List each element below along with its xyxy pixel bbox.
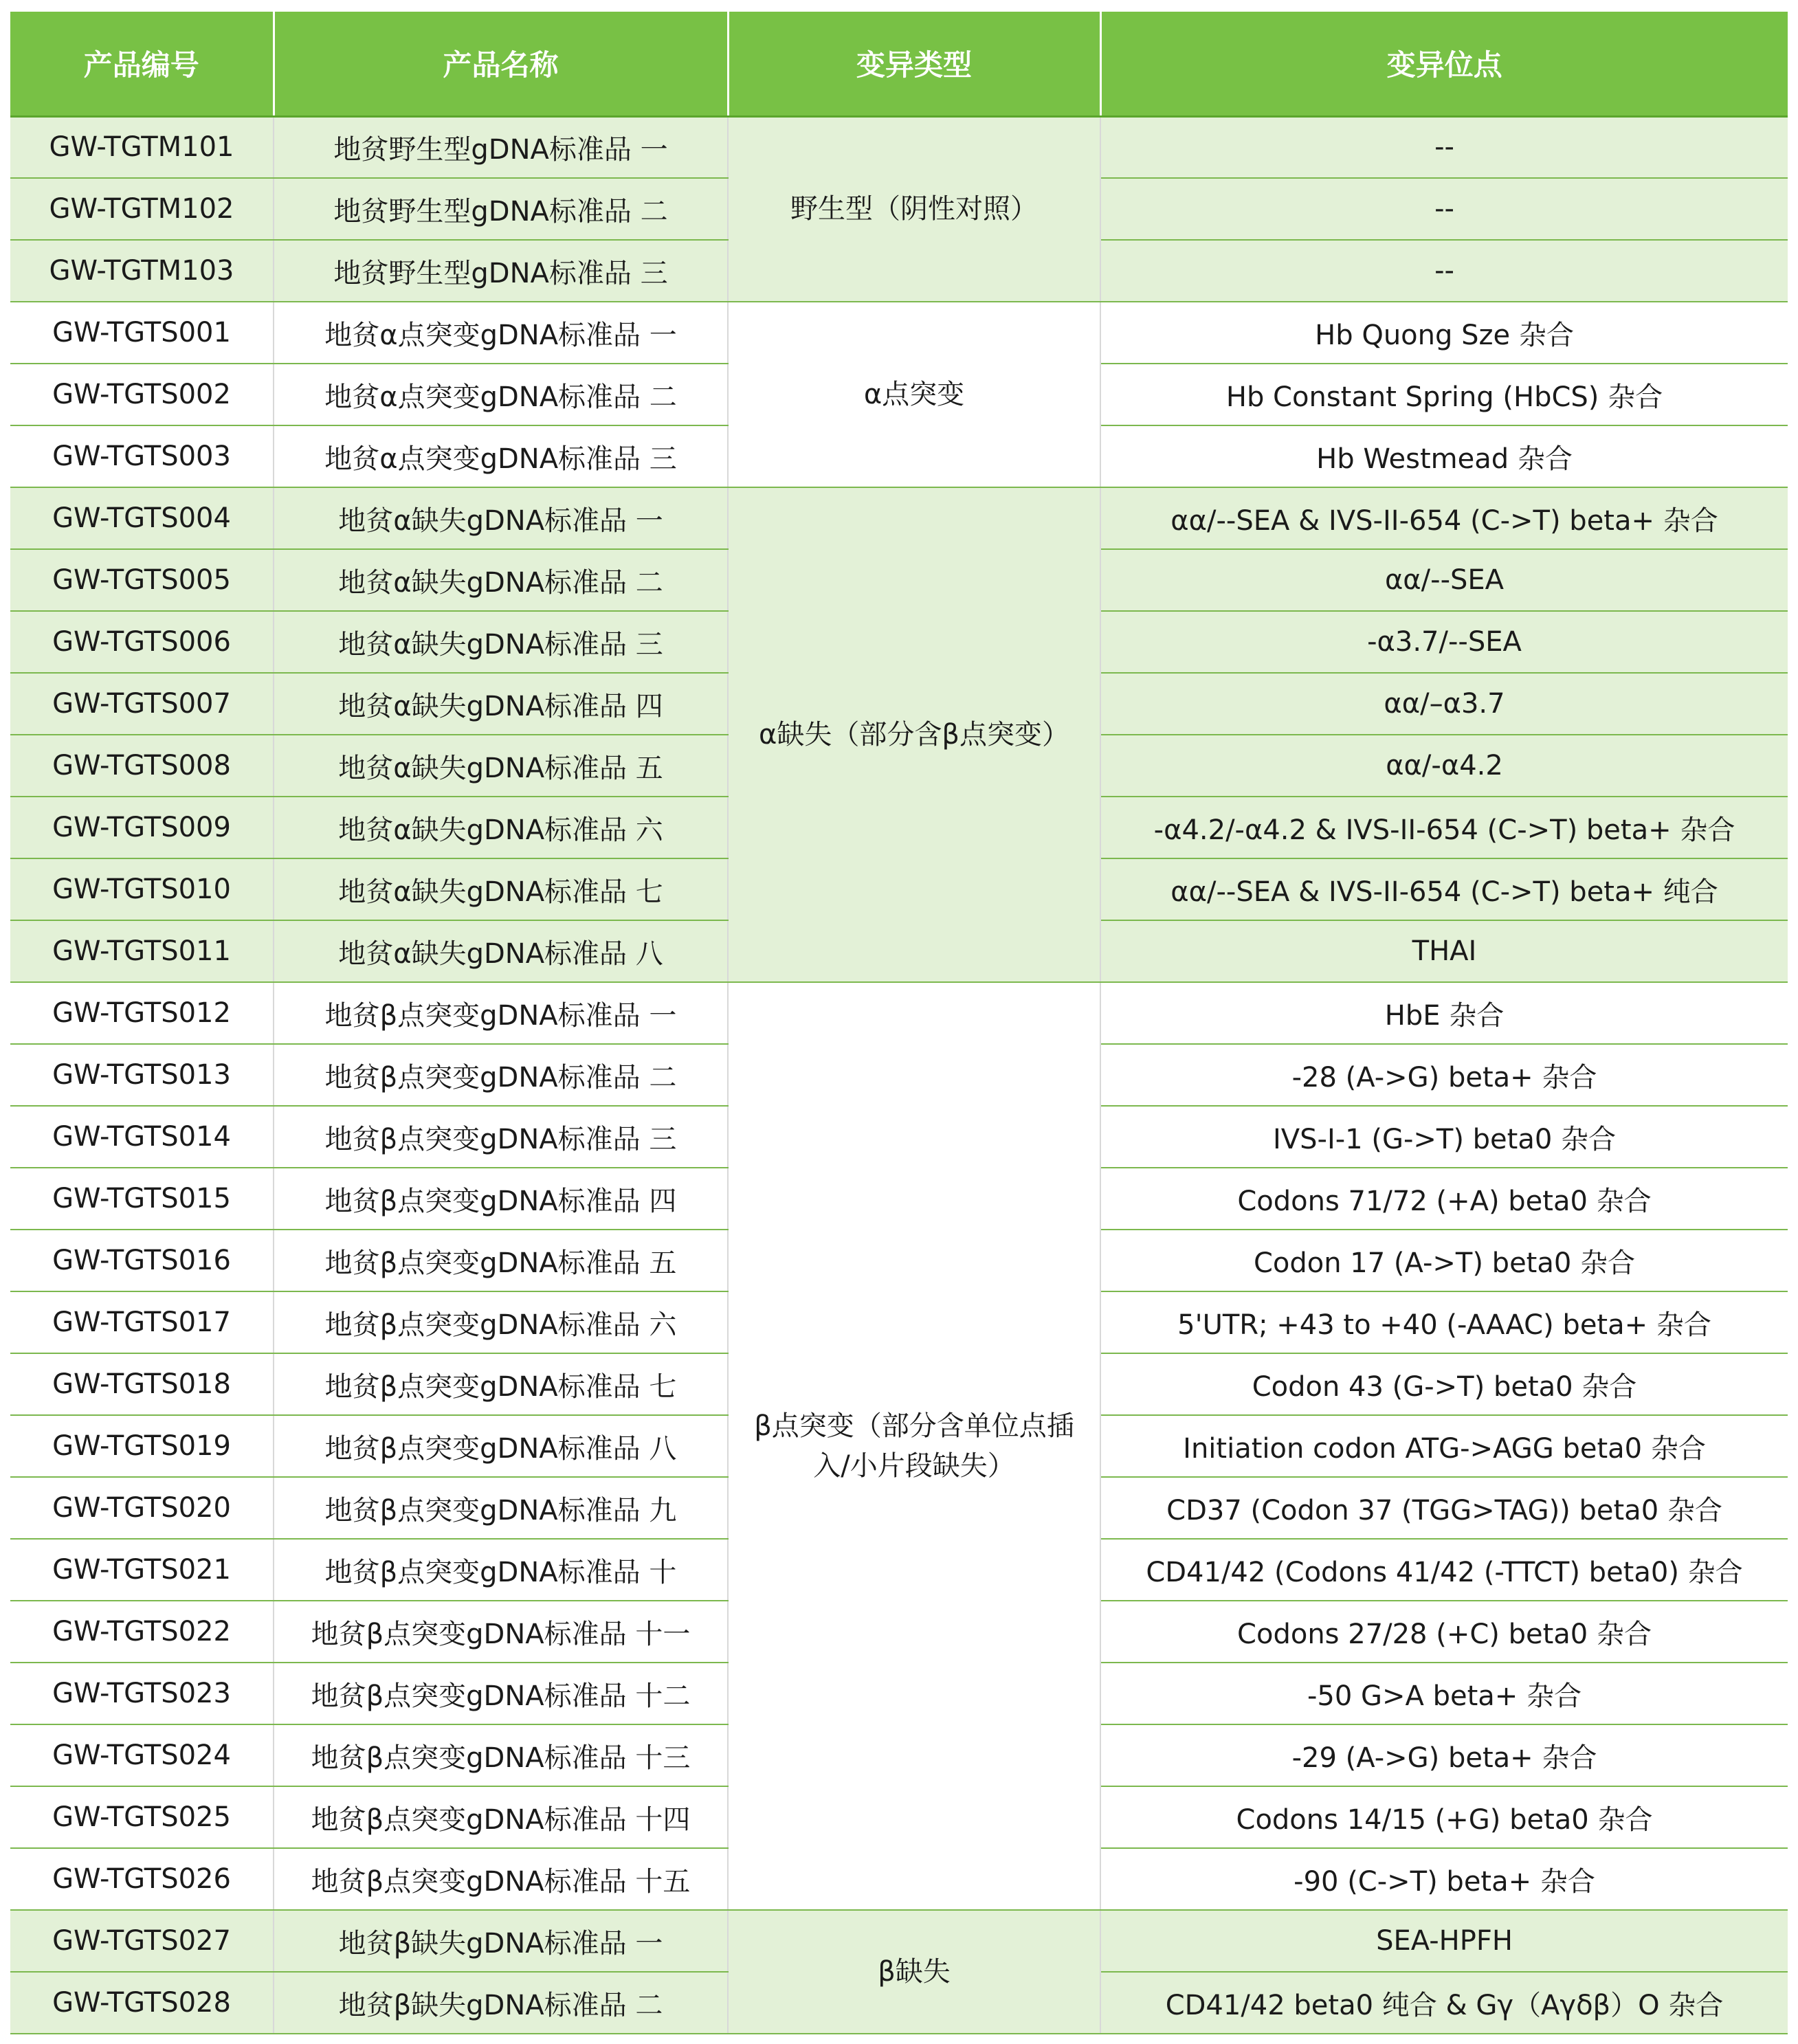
product-id-cell: GW-TGTS009 [10,797,274,858]
variant-site-cell: HbE 杂合 [1100,982,1788,1044]
product-name-cell: 地贫β点突变gDNA标准品 十 [274,1539,728,1601]
product-name-cell: 地贫β点突变gDNA标准品 十四 [274,1786,728,1848]
product-id-cell: GW-TGTS002 [10,364,274,425]
variant-type-cell: α缺失（部分含β点突变） [728,487,1100,982]
product-name-cell: 地贫β缺失gDNA标准品 一 [274,1910,728,1972]
variant-site-cell: Codons 71/72 (+A) beta0 杂合 [1100,1168,1788,1230]
product-name-cell: 地贫β点突变gDNA标准品 十二 [274,1663,728,1724]
product-id-cell: GW-TGTS012 [10,982,274,1044]
product-name-cell: 地贫β点突变gDNA标准品 四 [274,1168,728,1230]
product-id-cell: GW-TGTS013 [10,1044,274,1106]
product-name-cell: 地贫β点突变gDNA标准品 五 [274,1230,728,1291]
product-id-cell: GW-TGTS001 [10,302,274,364]
variant-type-cell: β点突变（部分含单位点插入/小片段缺失） [728,982,1100,1910]
variant-site-cell: -- [1100,116,1788,178]
product-name-cell: 地贫β缺失gDNA标准品 二 [274,1972,728,2034]
product-id-cell: GW-TGTS008 [10,735,274,797]
product-id-cell: GW-TGTM101 [10,116,274,178]
variant-site-cell: Hb Quong Sze 杂合 [1100,302,1788,364]
variant-site-cell: αα/-α4.2 [1100,735,1788,797]
product-id-cell: GW-TGTS006 [10,611,274,673]
variant-site-cell: Codon 43 (G->T) beta0 杂合 [1100,1353,1788,1415]
table-row [10,1910,1788,1972]
product-id-cell: GW-TGTS028 [10,1972,274,2034]
variant-site-cell: IVS-I-1 (G->T) beta0 杂合 [1100,1106,1788,1168]
variant-site-cell: Codon 17 (A->T) beta0 杂合 [1100,1230,1788,1291]
variant-site-cell: -90 (C->T) beta+ 杂合 [1100,1848,1788,1910]
variant-site-cell: -50 G>A beta+ 杂合 [1100,1663,1788,1724]
variant-site-cell: -28 (A->G) beta+ 杂合 [1100,1044,1788,1106]
product-name-cell: 地贫β点突变gDNA标准品 三 [274,1106,728,1168]
variant-type-cell: 野生型（阴性对照） [728,116,1100,302]
product-name-cell: 地贫β点突变gDNA标准品 九 [274,1477,728,1539]
product-name-cell: 地贫α缺失gDNA标准品 六 [274,797,728,858]
variant-site-cell: -α3.7/--SEA [1100,611,1788,673]
variant-type-cell: β缺失 [728,1910,1100,2034]
table-row [10,116,1788,178]
variant-site-cell: -- [1100,178,1788,240]
product-name-cell: 地贫野生型gDNA标准品 二 [274,178,728,240]
variant-site-cell: αα/--SEA [1100,549,1788,611]
variant-site-cell: CD37 (Codon 37 (TGG>TAG)) beta0 杂合 [1100,1477,1788,1539]
product-name-cell: 地贫α缺失gDNA标准品 三 [274,611,728,673]
product-id-cell: GW-TGTS020 [10,1477,274,1539]
product-id-cell: GW-TGTS018 [10,1353,274,1415]
product-id-cell: GW-TGTS003 [10,425,274,487]
header-variant-site: 变异位点 [1100,12,1788,116]
variant-site-cell: -29 (A->G) beta+ 杂合 [1100,1724,1788,1786]
header-product-id: 产品编号 [10,12,274,116]
table-header [10,12,1788,116]
product-name-cell: 地贫β点突变gDNA标准品 七 [274,1353,728,1415]
product-name-cell: 地贫野生型gDNA标准品 一 [274,116,728,178]
variant-site-cell: -α4.2/-α4.2 & IVS-II-654 (C->T) beta+ 杂合 [1100,797,1788,858]
header-row [10,12,1788,116]
header-product-name: 产品名称 [274,12,728,116]
variant-site-cell: CD41/42 beta0 纯合 & Gγ（Aγδβ）O 杂合 [1100,1972,1788,2034]
product-id-cell: GW-TGTM103 [10,240,274,302]
table-row [10,982,1788,1044]
product-id-cell: GW-TGTS023 [10,1663,274,1724]
variant-site-cell: CD41/42 (Codons 41/42 (-TTCT) beta0) 杂合 [1100,1539,1788,1601]
variant-site-cell: Hb Westmead 杂合 [1100,425,1788,487]
product-id-cell: GW-TGTS014 [10,1106,274,1168]
product-id-cell: GW-TGTS024 [10,1724,274,1786]
product-id-cell: GW-TGTS015 [10,1168,274,1230]
product-name-cell: 地贫α缺失gDNA标准品 四 [274,673,728,735]
product-name-cell: 地贫α缺失gDNA标准品 八 [274,920,728,982]
header-variant-type: 变异类型 [728,12,1100,116]
product-name-cell: 地贫β点突变gDNA标准品 一 [274,982,728,1044]
product-id-cell: GW-TGTS011 [10,920,274,982]
product-id-cell: GW-TGTS010 [10,858,274,920]
product-id-cell: GW-TGTM102 [10,178,274,240]
variant-site-cell: 5'UTR; +43 to +40 (-AAAC) beta+ 杂合 [1100,1291,1788,1353]
product-name-cell: 地贫α点突变gDNA标准品 一 [274,302,728,364]
variant-site-cell: Hb Constant Spring (HbCS) 杂合 [1100,364,1788,425]
product-id-cell: GW-TGTS004 [10,487,274,549]
product-name-cell: 地贫野生型gDNA标准品 三 [274,240,728,302]
product-name-cell: 地贫α点突变gDNA标准品 三 [274,425,728,487]
table-row [10,487,1788,549]
variant-site-cell: Codons 27/28 (+C) beta0 杂合 [1100,1601,1788,1663]
product-id-cell: GW-TGTS016 [10,1230,274,1291]
product-name-cell: 地贫α缺失gDNA标准品 七 [274,858,728,920]
variant-site-cell: αα/–α3.7 [1100,673,1788,735]
product-id-cell: GW-TGTS019 [10,1415,274,1477]
variant-site-cell: αα/--SEA & IVS-II-654 (C->T) beta+ 纯合 [1100,858,1788,920]
product-name-cell: 地贫α点突变gDNA标准品 二 [274,364,728,425]
product-id-cell: GW-TGTS025 [10,1786,274,1848]
product-name-cell: 地贫α缺失gDNA标准品 五 [274,735,728,797]
product-id-cell: GW-TGTS026 [10,1848,274,1910]
product-name-cell: 地贫β点突变gDNA标准品 二 [274,1044,728,1106]
table-row [10,302,1788,364]
variant-site-cell: αα/--SEA & IVS-II-654 (C->T) beta+ 杂合 [1100,487,1788,549]
variant-site-cell: SEA-HPFH [1100,1910,1788,1972]
product-name-cell: 地贫β点突变gDNA标准品 十五 [274,1848,728,1910]
table-body [10,116,1788,2034]
product-id-cell: GW-TGTS005 [10,549,274,611]
variant-site-cell: Codons 14/15 (+G) beta0 杂合 [1100,1786,1788,1848]
variant-site-cell: -- [1100,240,1788,302]
product-id-cell: GW-TGTS017 [10,1291,274,1353]
product-id-cell: GW-TGTS027 [10,1910,274,1972]
product-id-cell: GW-TGTS021 [10,1539,274,1601]
product-name-cell: 地贫β点突变gDNA标准品 十三 [274,1724,728,1786]
variant-type-cell: α点突变 [728,302,1100,487]
product-table [10,12,1788,2034]
variant-site-cell: Initiation codon ATG->AGG beta0 杂合 [1100,1415,1788,1477]
product-name-cell: 地贫α缺失gDNA标准品 一 [274,487,728,549]
product-name-cell: 地贫α缺失gDNA标准品 二 [274,549,728,611]
variant-site-cell: THAI [1100,920,1788,982]
product-name-cell: 地贫β点突变gDNA标准品 六 [274,1291,728,1353]
product-id-cell: GW-TGTS007 [10,673,274,735]
product-id-cell: GW-TGTS022 [10,1601,274,1663]
product-name-cell: 地贫β点突变gDNA标准品 十一 [274,1601,728,1663]
product-name-cell: 地贫β点突变gDNA标准品 八 [274,1415,728,1477]
